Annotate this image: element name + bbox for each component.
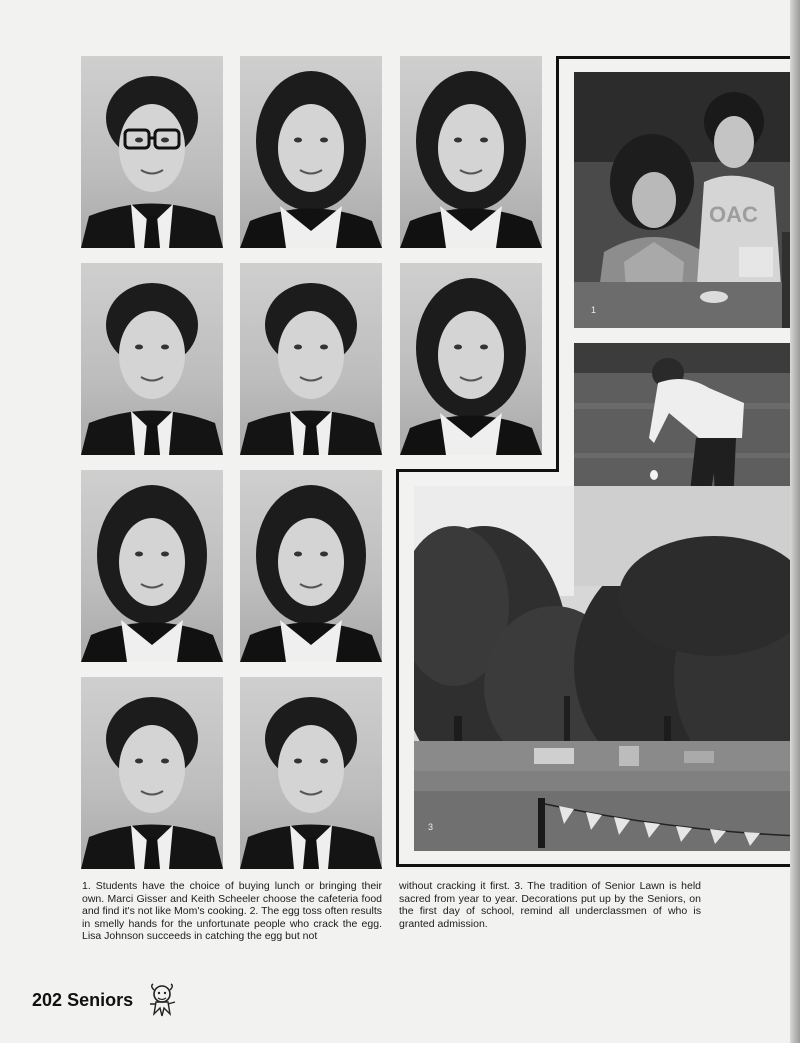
section-name: Seniors — [67, 990, 134, 1010]
senior-portrait-r2c1 — [81, 263, 223, 455]
frame-line-bottom — [396, 864, 800, 867]
photo-number-1: 1 — [591, 305, 597, 315]
senior-portrait-r1c1 — [81, 56, 223, 248]
mascot-icon — [144, 982, 180, 1018]
senior-portrait-r4c1 — [81, 677, 223, 869]
senior-portrait-r4c2 — [240, 677, 382, 869]
frame-line-step — [396, 469, 559, 472]
page-number: 202 — [32, 990, 63, 1010]
frame-line-top — [556, 56, 800, 59]
senior-portrait-r3c1 — [81, 470, 223, 662]
photo-number-3: 3 — [428, 822, 434, 832]
binding-edge — [790, 0, 800, 1043]
candid-photo-senior-lawn — [414, 486, 800, 851]
candid-photo-cafeteria — [574, 72, 800, 328]
frame-line-left-lower — [396, 469, 399, 867]
senior-portrait-r2c3 — [400, 263, 542, 455]
frame-line-left-upper — [556, 56, 559, 472]
senior-portrait-r1c2 — [240, 56, 382, 248]
svg-text:OAC: OAC — [709, 202, 758, 227]
senior-portrait-r3c2 — [240, 470, 382, 662]
caption-left-column: 1. Students have the choice of buying lunch or bringing their own. Marci Gisser and Keith Scheeler choose the cafeteria food and find it's not like Mom's cooking. 2. The egg toss often results in smelly hands for the unfortunate people who crack the egg. Lisa Johnson succeeds in catching the egg but not — [82, 880, 382, 943]
senior-portrait-r2c2 — [240, 263, 382, 455]
senior-portrait-r1c3 — [400, 56, 542, 248]
caption-right-column: without cracking it first. 3. The tradition of Senior Lawn is held sacred from year to year. Decorations put up by the Seniors, on the first day of school, remind all underclassmen of who is granted admission. — [399, 880, 701, 930]
page-folio — [32, 990, 133, 1011]
